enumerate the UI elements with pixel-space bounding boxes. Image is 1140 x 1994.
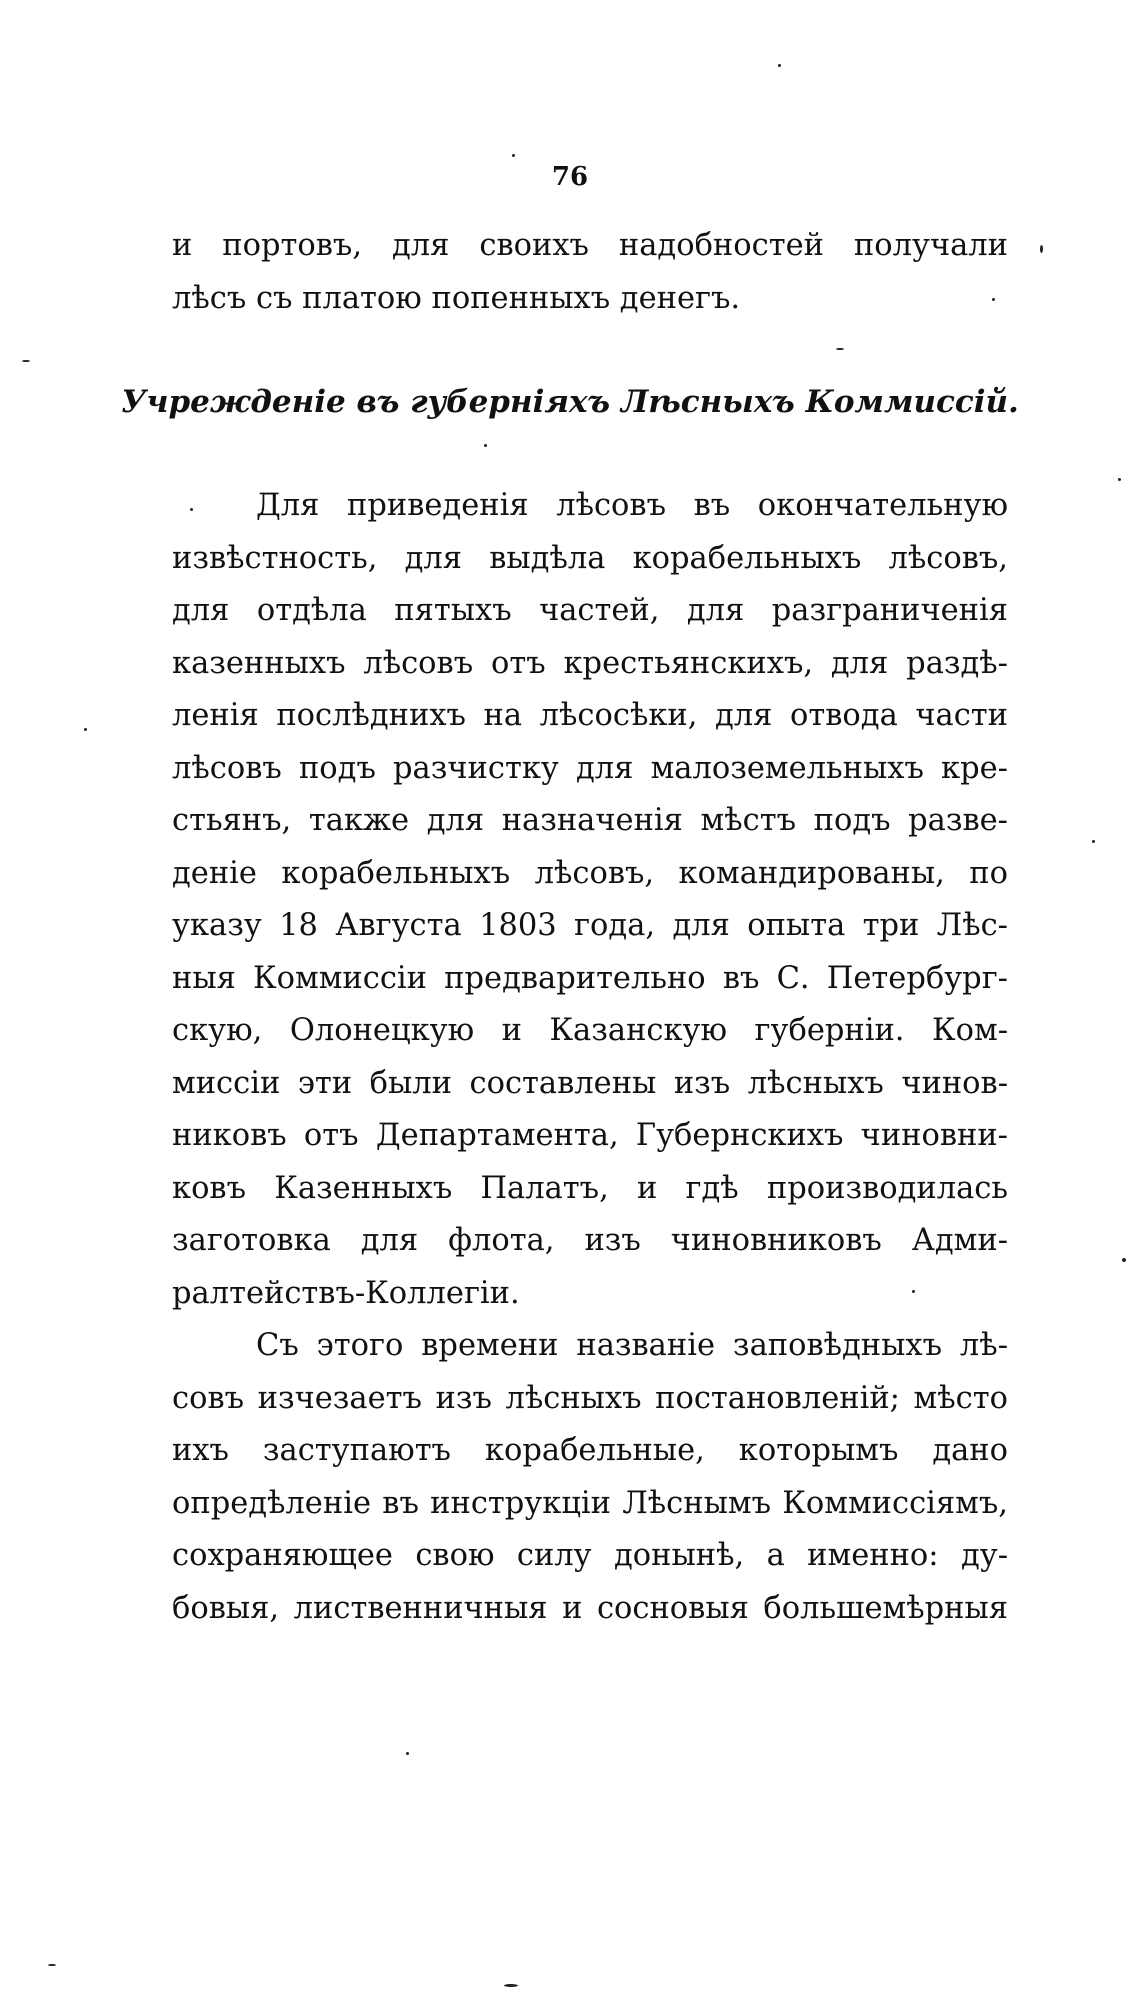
- scan-speck: [1040, 245, 1043, 253]
- scan-speck: [1092, 840, 1095, 843]
- text-line: Съ этого времени названіе заповѣдныхъ лѣ-: [256, 1328, 1008, 1363]
- text-line: бовыя, лиственничныя и сосновыя большемѣрныя: [172, 1590, 1008, 1626]
- scan-speck: [836, 348, 844, 350]
- text-line: миссіи эти были составлены изъ лѣсныхъ чинов-: [172, 1065, 1008, 1101]
- text-line: стьянъ, также для назначенія мѣстъ подъ разве-: [172, 803, 1008, 838]
- text-line: указу 18 Августа 1803 года, для опыта три Лѣс-: [172, 908, 1008, 943]
- continuation-text: [172, 220, 1008, 325]
- section-heading: Учрежденіе въ губерніяхъ Лѣсныхъ Коммиссій.: [121, 384, 1019, 420]
- text-line: ковъ Казенныхъ Палатъ, и гдѣ производилась: [172, 1170, 1008, 1206]
- text-line: ралтействъ-Коллегіи.: [172, 1275, 520, 1311]
- text-line: и портовъ, для своихъ надобностей получали: [172, 228, 1008, 263]
- text-line: извѣстность, для выдѣла корабельныхъ лѣсовъ,: [172, 540, 1008, 576]
- scan-speck: [1118, 478, 1121, 481]
- scan-speck: [912, 1290, 915, 1293]
- scan-speck: [48, 1964, 56, 1966]
- page-number: 76: [551, 162, 589, 192]
- scan-speck: [504, 1984, 518, 1987]
- text-line: деніе корабельныхъ лѣсовъ, командированы, по: [172, 855, 1008, 891]
- scan-speck: [190, 508, 193, 511]
- text-line: заготовка для флота, изъ чиновниковъ Адми-: [172, 1223, 1008, 1258]
- scan-speck: [778, 64, 781, 67]
- text-line: сохраняющее свою силу донынѣ, а именно: ду-: [172, 1538, 1008, 1573]
- text-line: лѣсовъ подъ разчистку для малоземельныхъ кре-: [172, 750, 1008, 786]
- scan-speck: [484, 444, 487, 447]
- text-line: казенныхъ лѣсовъ отъ крестьянскихъ, для раздѣ-: [172, 645, 1008, 681]
- scan-speck: [84, 728, 87, 731]
- text-line: опредѣленіе въ инструкціи Лѣснымъ Коммиссіямъ,: [172, 1485, 1008, 1521]
- text-line: никовъ отъ Департамента, Губернскихъ чиновни-: [172, 1118, 1008, 1153]
- text-line: ленія послѣднихъ на лѣсосѣки, для отвода части: [172, 698, 1008, 733]
- scan-speck: [22, 360, 30, 362]
- text-line: Для приведенія лѣсовъ въ окончательную: [256, 488, 1008, 523]
- text-line: ныя Коммиссіи предварительно въ С. Петербург-: [172, 960, 1008, 996]
- text-line: ихъ заступаютъ корабельные, которымъ дано: [172, 1433, 1008, 1468]
- scan-speck: [992, 298, 995, 301]
- text-line: совъ изчезаетъ изъ лѣсныхъ постановленій; мѣсто: [172, 1380, 1008, 1416]
- scan-speck: [1122, 1258, 1126, 1262]
- paragraph-2: [172, 1320, 1008, 1635]
- scan-speck: [512, 154, 515, 157]
- text-line: скую, Олонецкую и Казанскую губерніи. Ком-: [172, 1013, 1008, 1048]
- text-line: для отдѣла пятыхъ частей, для разграниченія: [172, 593, 1008, 628]
- text-line: лѣсъ съ платою попенныхъ денегъ.: [172, 280, 741, 316]
- scan-speck: [406, 1752, 409, 1755]
- paragraph-1: [172, 480, 1008, 1320]
